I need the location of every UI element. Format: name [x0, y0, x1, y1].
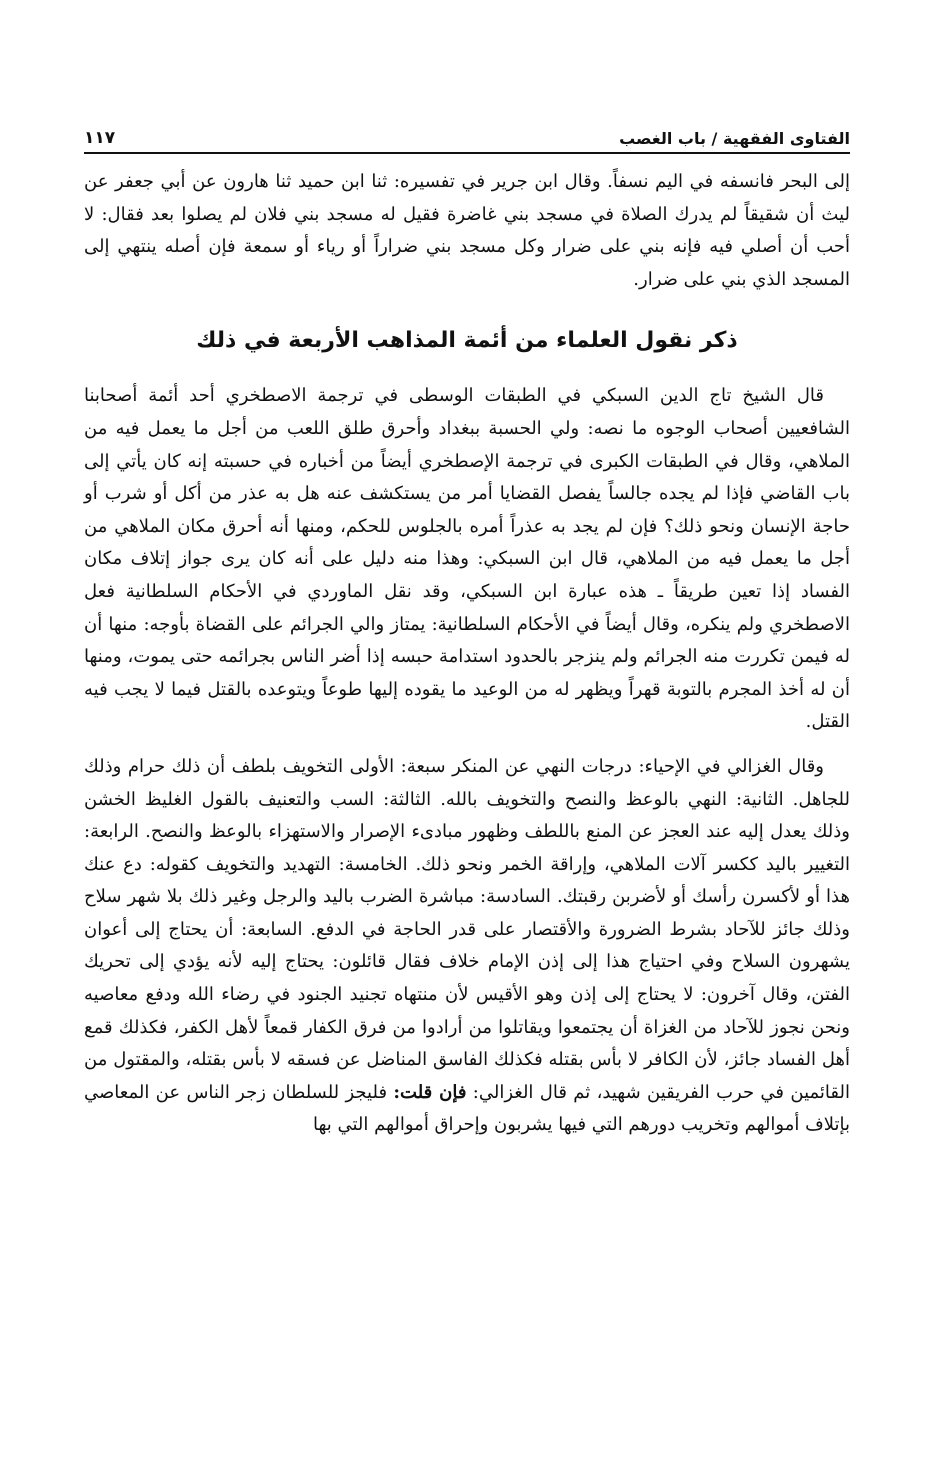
- running-title: الفتاوى الفقهية / باب الغصب: [619, 129, 850, 148]
- paragraph-ghazali-text-before: وقال الغزالي في الإحياء: درجات النهي عن المنكر سبعة: الأولى التخويف بلطف أن ذلك حرام وذلك للجاهل. الثانية: النهي بالوعظ والنصح والتخويف بالله. الثالثة: السب والتعنيف بالقول الغليظ الخشن وذلك يعدل إليه عند العجز عن المنع باللطف وظهور مبادىء الإصرار والاستهزاء بالوعظ والنصح. الرابعة: التغيير باليد ككسر آلات الملاهي، وإراقة الخمر ونحو ذلك. الخامسة: التهديد والتخويف كقوله: دع عنك هذا أو لأكسرن رأسك أو لأضربن رقبتك. السادسة: مباشرة الضرب باليد والرجل وغير ذلك بلا شهر سلاح وذلك جائز للآحاد بشرط الضرورة والأقتصار على قدر الحاجة في الدفع. السابعة: أن يحتاج إلى أعوان يشهرون السلاح وفي احتياج هذا إلى إذن الإمام خلاف فقال قائلون: يحتاج إليه لأنه يؤدي إلى تحريك الفتن، وقال آخرون: لا يحتاج إلى إذن وهو الأقيس لأن منتهاه تجنيد الجنود في رضاء الله ودفع معاصيه ونحن نجوز للآحاد من الغزاة أن يجتمعوا ويقاتلوا من أرادوا من فرق الكفار قمعاً لأهل الكفر، فكذلك قمع أهل الفساد جائز، لأن الكافر لا بأس بقتله فكذلك الفاسق المناضل عن فسقه لا بأس بقتله، والمقتول من القائمين في حرب الفريقين شهيد، ثم قال الغزالي:: [84, 755, 850, 1103]
- paragraph-ghazali-text-after: فليجز للسلطان زجر الناس عن المعاصي بإتلاف أموالهم وتخريب دورهم التي فيها يشربون وإحراق أموالهم التي بها: [84, 1081, 850, 1136]
- section-heading: ذكر نقول العلماء من أئمة المذاهب الأربعة في ذلك: [196, 328, 738, 354]
- bold-phrase: فإن قلت:: [393, 1081, 467, 1103]
- body-text: [84, 166, 850, 1142]
- paragraph-subki: قال الشيخ تاج الدين السبكي في الطبقات الوسطى في ترجمة الاصطخري أحد أئمة أصحابنا الشافعيين أصحاب الوجوه ما نصه: ولي الحسبة ببغداد وأحرق طلق اللعب من أجل ما يعمل فيه من الملاهي، وقال في الطبقات الكبرى في ترجمة الإصطخري أيضاً من أخباره في حسبته إنه كان يأتي إلى باب القاضي فإذا لم يجده جالساً يفصل القضايا أمر من يستكشف عنه هل به عذر من أكل أو شرب أو حاجة الإنسان ونحو ذلك؟ فإن لم يجد به عذراً أمره بالجلوس للحكم، ومنها أنه أحرق مكان الملاهي من أجل ما يعمل فيه من الملاهي، قال ابن السبكي: وهذا منه دليل على أنه كان يرى جواز إتلاف مكان الفساد إذا تعين طريقاً ـ هذه عبارة ابن السبكي، وقد نقل الماوردي في الأحكام السلطانية فعل الاصطخري ولم ينكره، وقال أيضاً في الأحكام السلطانية: يمتاز والي الجرائم على القضاة بأوجه: منها أن له فيمن تكررت منه الجرائم ولم ينزجر بالحدود استدامة حبسه إذا أضر الناس بجرائمه حتى يموت، ومنها أن له أخذ المجرم بالتوبة قهراً ويظهر له من الوعيد ما يقوده إليها طوعاً ويتوعده بالقتل فيما لا يجب فيه القتل.: [84, 385, 850, 733]
- paragraph-ghazali: [84, 751, 850, 1142]
- running-header: [84, 118, 850, 154]
- document-page: [84, 118, 850, 1142]
- page-number: ١١٧: [84, 128, 116, 148]
- paragraph-continuation: إلى البحر فانسفه في اليم نسفاً. وقال ابن جرير في تفسيره: ثنا ابن حميد ثنا هارون عن أبي جعفر عن ليث أن شقيقاً لم يدرك الصلاة في مسجد بني غاضرة فقيل له مسجد بني فلان لم يصلوا بعد فقال: لا أحب أن أصلي فيه فإنه بني على ضرار وكل مسجد بني ضراراً أو رياء أو سمعة فإن أصله ينتهي إلى المسجد الذي بني على ضرار.: [84, 171, 850, 290]
